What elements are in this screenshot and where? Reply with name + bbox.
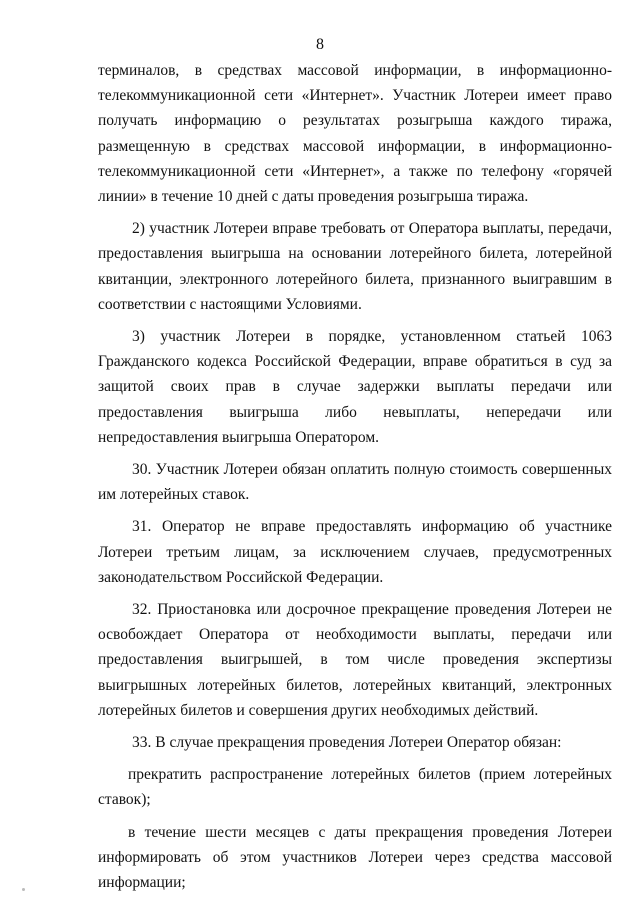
paragraph-item-3: 3) участник Лотереи в порядке, установленном статьей 1063 Гражданского кодекса Российской Федерации, вправе обратиться в суд за защитой своих прав в случае задержки выплаты передачи или предоставления выигрыша либо невыплаты, непередачи или непредоставления выигрыша Оператором. xyxy=(98,328,612,446)
paragraph-33-item-2: в течение шести месяцев с даты прекращения проведения Лотереи информировать об этом участников Лотереи через средства массовой информации; xyxy=(98,823,612,892)
paragraph-item-2: 2) участник Лотереи вправе требовать от Оператора выплаты, передачи, предоставления выигрыша на основании лотерейного билета, лотерейной квитанции, электронного лотерейного билета, признанного выигравшим в соответствии с настоящими Условиями. xyxy=(98,220,612,313)
document-body xyxy=(98,58,612,902)
page-number: 8 xyxy=(316,36,324,53)
paragraph-33: 33. В случае прекращения проведения Лотереи Оператор обязан: xyxy=(132,734,562,752)
paragraph-31: 31. Оператор не вправе предоставлять информацию об участнике Лотереи третьим лицам, за исключением случаев, предусмотренных законодательством Российской Федерации. xyxy=(98,518,612,586)
paragraph-continuation: терминалов, в средствах массовой информации, в информационно-телекоммуникационной сети «Интернет». Участник Лотереи имеет право получать информацию о результатах розыгрыша каждого тиража, размещенную в средствах массовой информации, в информационно-телекоммуникационной сети «Интернет», а также по телефону «горячей линии» в течение 10 дней с даты проведения розыгрыша тиража. xyxy=(98,62,612,206)
scan-speck xyxy=(22,888,25,891)
paragraph-32: 32. Приостановка или досрочное прекращение проведения Лотереи не освобождает Оператора от необходимости выплаты, передачи или предоставления выигрышей, в том числе проведения экспертизы выигрышных лотерейных билетов, лотерейных квитанций, электронных лотерейных билетов и совершения других необходимых действий. xyxy=(98,601,612,719)
paragraph-30: 30. Участник Лотереи обязан оплатить полную стоимость совершенных им лотерейных ставок. xyxy=(98,461,612,504)
paragraph-33-item-1: прекратить распространение лотерейных билетов (прием лотерейных ставок); xyxy=(98,766,612,809)
